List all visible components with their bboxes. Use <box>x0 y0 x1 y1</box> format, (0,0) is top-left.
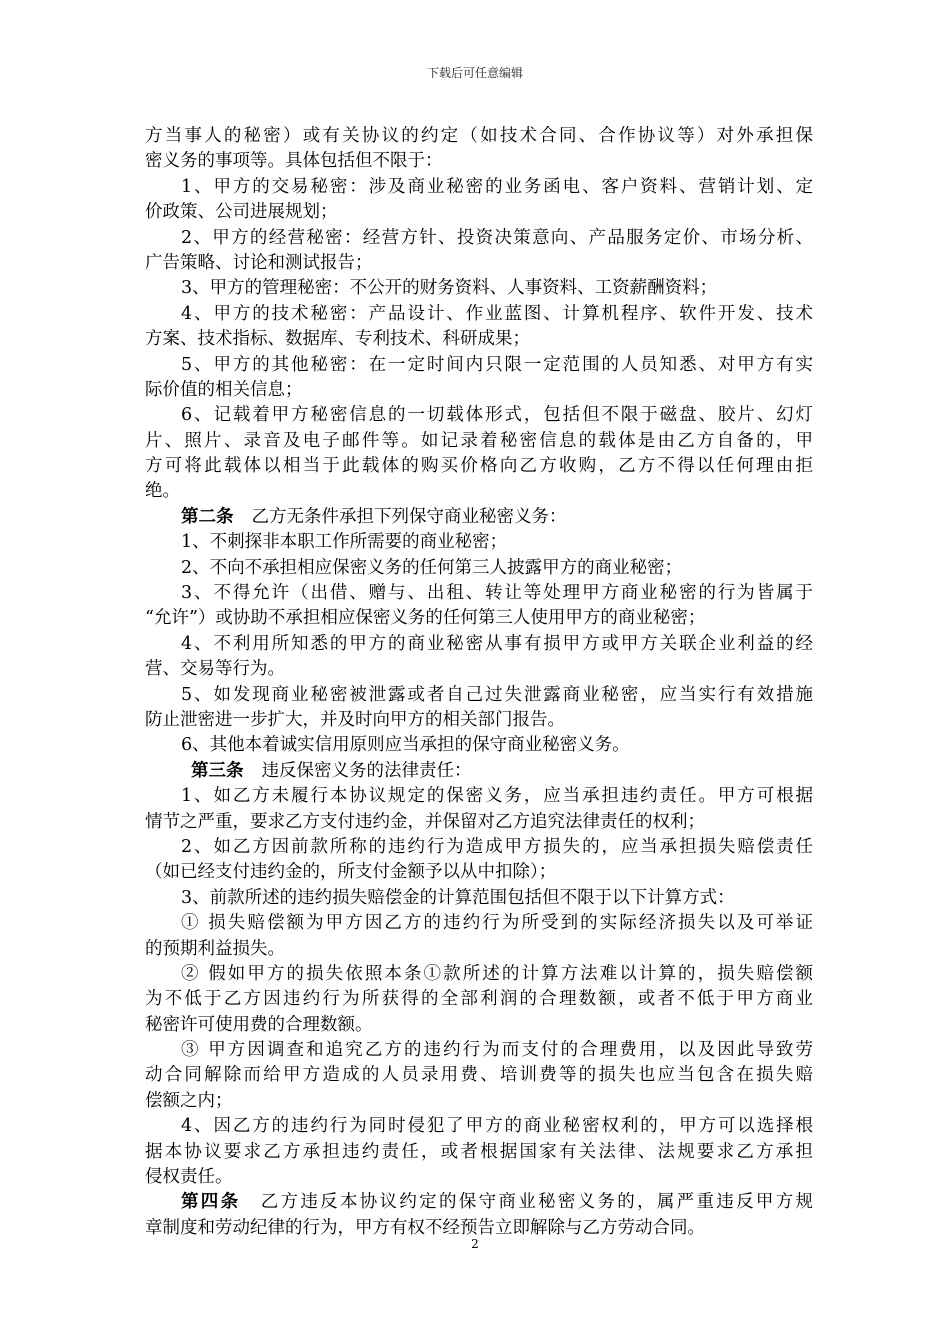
line-text: 6、记载着甲方秘密信息的一切载体形式，包括但不限于磁盘、胶片、幻灯 <box>181 405 813 426</box>
text-line <box>145 860 813 885</box>
line-text: ① 损失赔偿额为甲方因乙方的违约行为所受到的实际经济损失以及可举证 <box>181 913 813 934</box>
line-text: 侵权责任。 <box>145 1167 233 1188</box>
line-text: 乙方违反本协议约定的保守商业秘密义务的，属严重违反甲方规 <box>258 1192 814 1213</box>
text-line <box>145 353 813 378</box>
page-header: 下载后可任意编辑 <box>426 66 523 80</box>
text-line <box>145 124 813 149</box>
line-text: 4、因乙方的违约行为同时侵犯了甲方的商业秘密权利的，甲方可以选择根 <box>181 1116 813 1137</box>
line-text: 4、不利用所知悉的甲方的商业秘密从事有损甲方或甲方关联企业利益的经 <box>181 633 813 654</box>
text-line <box>145 530 813 555</box>
line-text: 防止泄密进一步扩大，并及时向甲方的相关部门报告。 <box>145 709 565 730</box>
text-line <box>145 378 813 403</box>
text-line <box>145 327 813 352</box>
line-text: 营、交易等行为。 <box>145 659 285 680</box>
line-text: 3、不得允许（出借、赠与、出租、转让等处理甲方商业秘密的行为皆属于 <box>181 583 813 604</box>
text-line <box>145 1140 813 1165</box>
text-line <box>145 1063 813 1088</box>
text-line <box>145 581 813 606</box>
line-text: 3、前款所述的违约损失赔偿金的计算范围包括但不限于以下计算方式： <box>181 887 735 908</box>
line-text: 6、其他本着诚实信用原则应当承担的保守商业秘密义务。 <box>181 735 630 756</box>
line-text: 1、不刺探非本职工作所需要的商业秘密； <box>181 532 508 553</box>
line-text: 密义务的事项等。具体包括但不限于： <box>145 151 443 172</box>
line-text: 情节之严重，要求乙方支付违约金，并保留对乙方追究法律责任的权利； <box>145 811 705 832</box>
text-line <box>145 606 813 631</box>
text-line <box>145 429 813 454</box>
line-text: ② 假如甲方的损失依照本条①款所述的计算方法难以计算的，损失赔偿额 <box>181 963 813 984</box>
text-line <box>145 1013 813 1038</box>
text-line <box>145 987 813 1012</box>
text-line <box>145 1089 813 1114</box>
text-line <box>145 251 813 276</box>
line-text: 5、甲方的其他秘密：在一定时间内只限一定范围的人员知悉、对甲方有实 <box>181 354 813 375</box>
line-text: 秘密许可使用费的合理数额。 <box>145 1014 373 1035</box>
line-text: 价政策、公司进展规划； <box>145 202 338 223</box>
text-line <box>145 962 813 987</box>
line-text: 5、如发现商业秘密被泄露或者自己过失泄露商业秘密，应当实行有效措施 <box>181 684 813 705</box>
line-text: 方案、技术指标、数据库、专利技术、科研成果； <box>145 329 530 350</box>
text-line <box>145 1190 813 1215</box>
text-line <box>145 1165 813 1190</box>
line-text: 2、不向不承担相应保密义务的任何第三人披露甲方的商业秘密； <box>181 557 683 578</box>
text-line <box>145 784 813 809</box>
text-line <box>145 708 813 733</box>
text-line <box>145 226 813 251</box>
line-text: “允许”）或协助不承担相应保密义务的任何第三人使用甲方的商业秘密； <box>145 608 706 629</box>
line-text: 章制度和劳动纪律的行为，甲方有权不经预告立即解除与乙方劳动合同。 <box>145 1217 705 1238</box>
text-line <box>145 810 813 835</box>
line-text: 1、如乙方未履行本协议规定的保密义务，应当承担违约责任。甲方可根据 <box>181 786 813 807</box>
text-line <box>145 276 813 301</box>
text-line <box>145 302 813 327</box>
article-heading: 第四条 <box>181 1192 241 1213</box>
text-line <box>145 835 813 860</box>
line-text: 偿额之内； <box>145 1090 233 1111</box>
line-text: 片、照片、录音及电子邮件等。如记录着秘密信息的载体是由乙方自备的，甲 <box>145 430 813 451</box>
line-text: 方当事人的秘密）或有关协议的约定（如技术合同、合作协议等）对外承担保 <box>145 126 813 146</box>
line-text: 乙方无条件承担下列保守商业秘密义务： <box>251 506 567 527</box>
document-body <box>145 124 813 1241</box>
text-line <box>145 683 813 708</box>
text-line <box>145 403 813 428</box>
line-text: 绝。 <box>145 481 180 502</box>
page-number: 2 <box>471 1237 479 1251</box>
line-text: 违反保密义务的法律责任： <box>261 760 472 781</box>
text-line <box>145 632 813 657</box>
text-line <box>145 505 813 530</box>
line-text: 为不低于乙方因违约行为所获得的全部利润的合理数额，或者不低于甲方商业 <box>145 989 813 1010</box>
text-line <box>145 911 813 936</box>
line-text: 动合同解除而给甲方造成的人员录用费、培训费等的损失也应当包含在损失赔 <box>145 1065 813 1086</box>
line-text: 际价值的相关信息； <box>145 379 303 400</box>
line-text: （如已经支付违约金的，所支付金额予以从中扣除）； <box>145 862 557 883</box>
article-heading: 第二条 <box>181 506 234 527</box>
text-line <box>145 759 813 784</box>
line-text: 3、甲方的管理秘密：不公开的财务资料、人事资料、工资薪酬资料； <box>181 278 718 299</box>
text-line <box>145 200 813 225</box>
text-line <box>145 733 813 758</box>
text-line <box>145 149 813 174</box>
text-line <box>145 175 813 200</box>
line-text: 的预期利益损失。 <box>145 938 285 959</box>
line-text: 4、甲方的技术秘密：产品设计、作业蓝图、计算机程序、软件开发、技术 <box>181 303 813 324</box>
line-text: 1、甲方的交易秘密：涉及商业秘密的业务函电、客户资料、营销计划、定 <box>181 176 813 197</box>
text-line <box>145 657 813 682</box>
text-line <box>145 479 813 504</box>
text-line <box>145 1038 813 1063</box>
line-text: 2、如乙方因前款所称的违约行为造成甲方损失的，应当承担损失赔偿责任 <box>181 836 813 857</box>
line-text: 据本协议要求乙方承担违约责任，或者根据国家有关法律、法规要求乙方承担 <box>145 1141 813 1162</box>
text-line <box>145 556 813 581</box>
line-text: ③ 甲方因调查和追究乙方的违约行为而支付的合理费用，以及因此导致劳 <box>181 1040 813 1061</box>
text-line <box>145 937 813 962</box>
article-heading: 第三条 <box>191 760 244 781</box>
text-line <box>145 886 813 911</box>
text-line <box>145 454 813 479</box>
line-text: 方可将此载体以相当于此载体的购买价格向乙方收购，乙方不得以任何理由拒 <box>145 456 813 477</box>
line-text: 2、甲方的经营秘密：经营方针、投资决策意向、产品服务定价、市场分析、 <box>181 227 813 248</box>
line-text: 广告策略、讨论和测试报告； <box>145 252 373 273</box>
text-line <box>145 1114 813 1139</box>
